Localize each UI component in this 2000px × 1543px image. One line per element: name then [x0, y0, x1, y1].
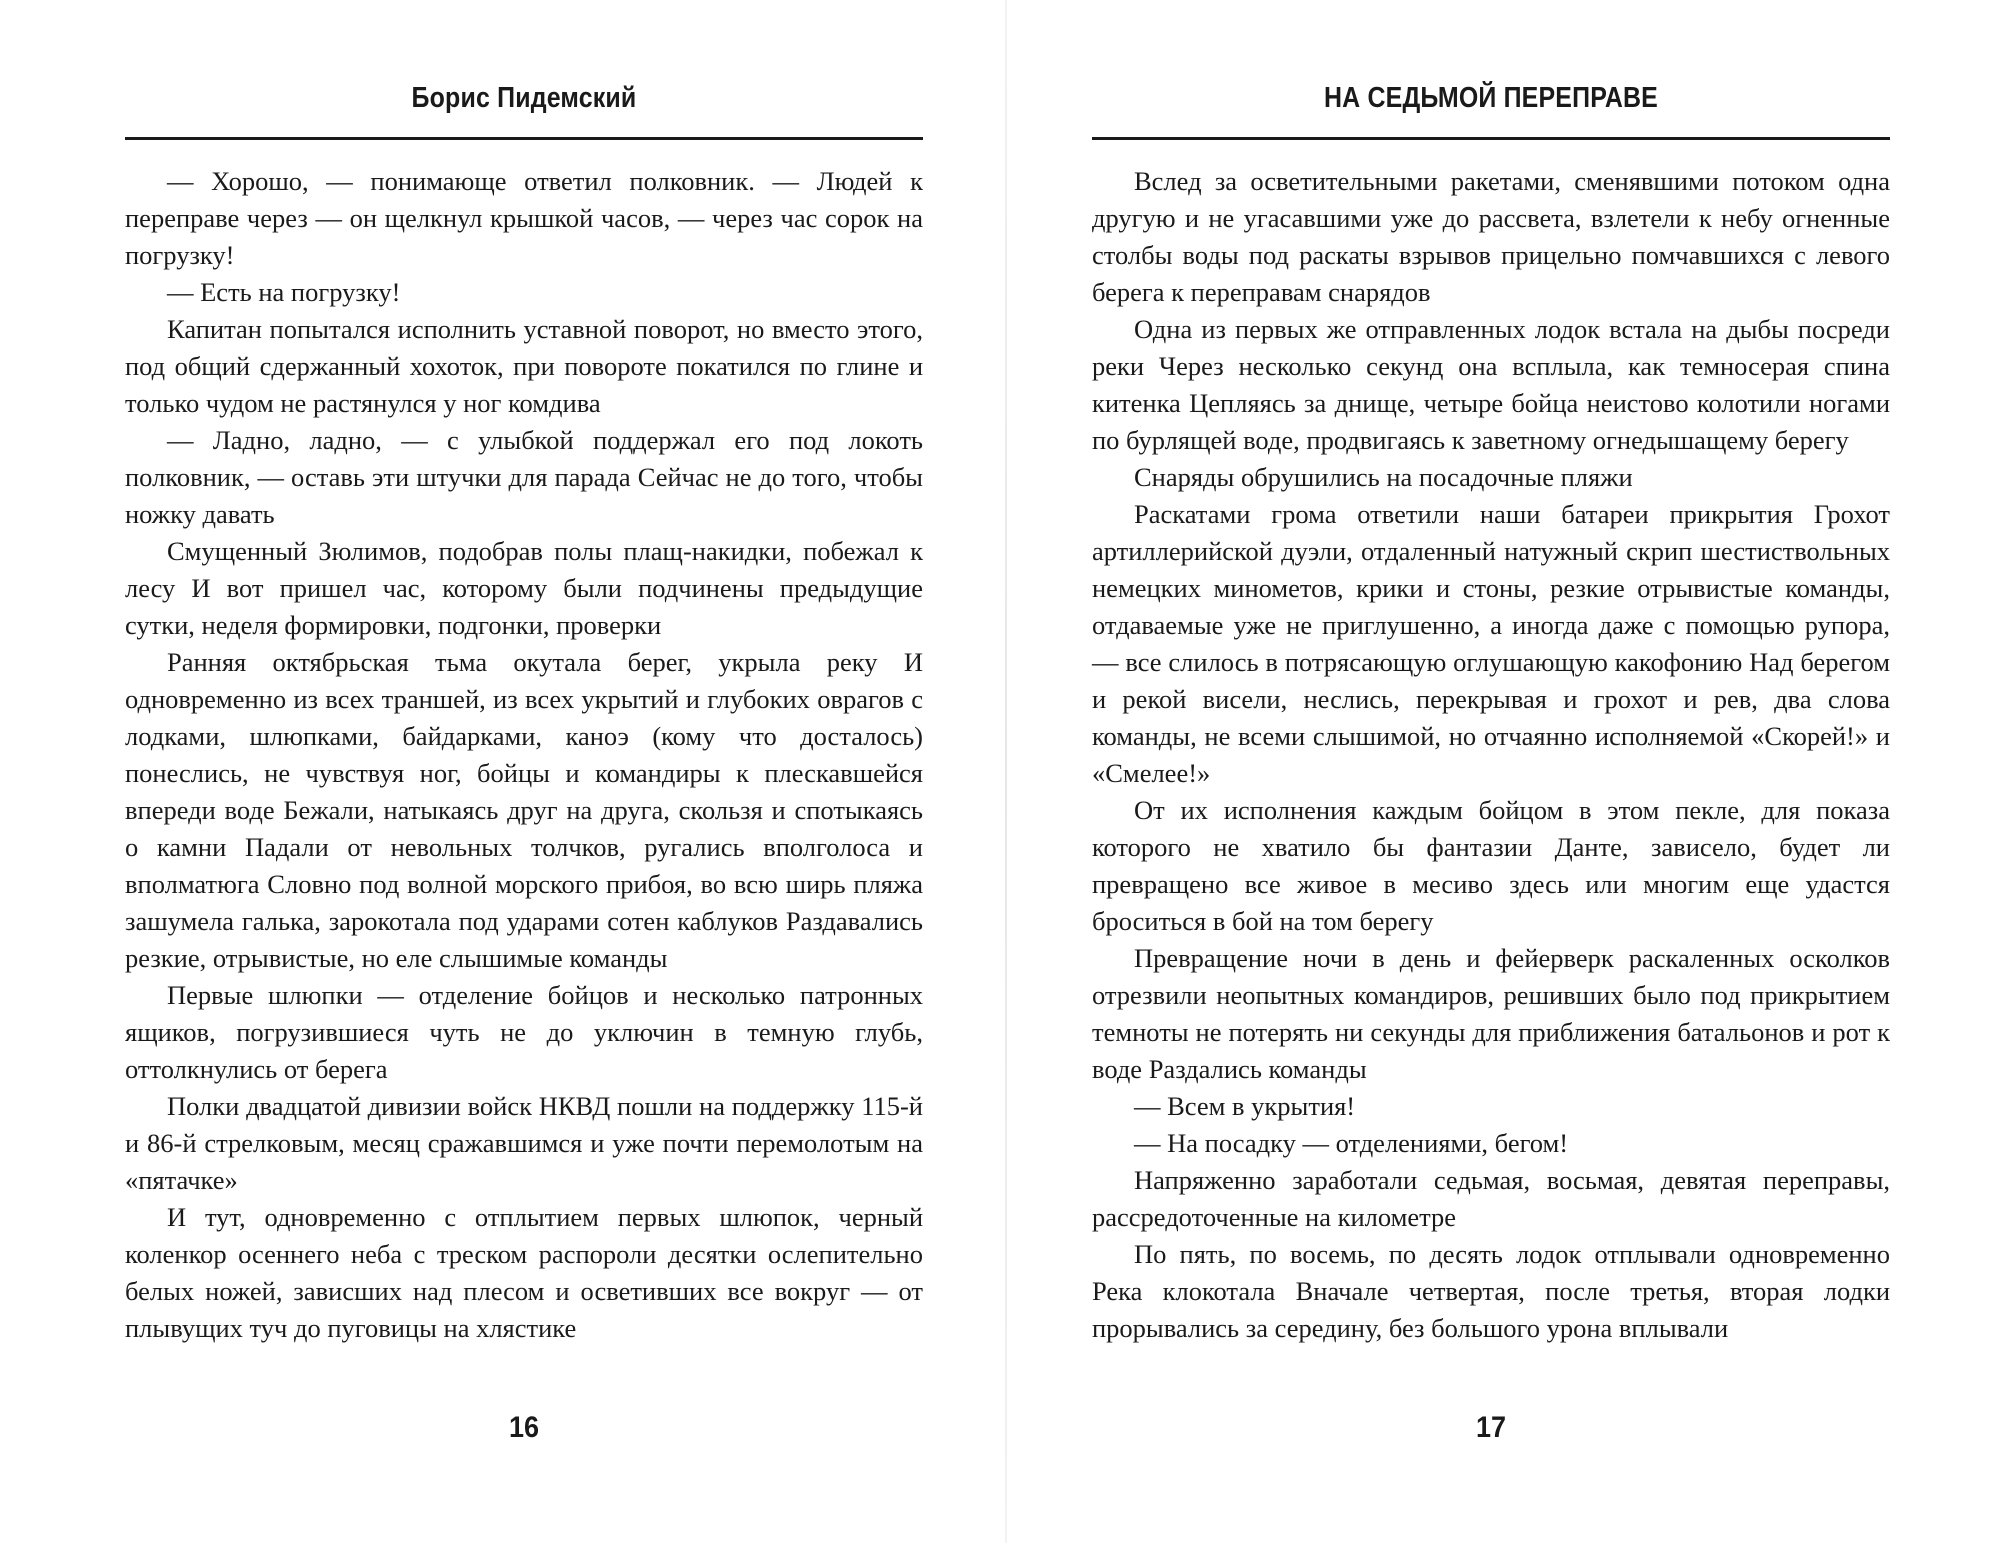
right-header-rule: [1092, 137, 1890, 140]
paragraph: Одна из первых же отправленных лодок встала на дыбы посреди реки Через несколько секунд она всплыла, как темносерая спина китенка Цепляясь за днище, четыре бойца неистово колотили ногами по бурлящей воде, продвигаясь к заветному огнедышащему берегу: [1092, 314, 1890, 455]
paragraph: Ранняя октябрьская тьма окутала берег, укрыла реку И одновременно из всех траншей, из всех укрытий и глубоких оврагов с лодками, шлюпками, байдарками, каноэ (кому что досталось) понеслись, не чувствуя ног, бойцы и командиры к плескавшейся впереди воде Бежали, натыкаясь друг на друга, скользя и спотыкаясь о камни Падали от невольных толчков, ругались вполголоса и вполматюга Словно под волной морского прибоя, во всю ширь пляжа зашумела галька, зарокотала под ударами сотен каблуков Раздавались резкие, отрывистые, но еле слышимые команды: [125, 647, 923, 973]
left-header-rule: [125, 137, 923, 140]
left-page-number: 16: [508, 1411, 540, 1444]
paragraph: Первые шлюпки — отделение бойцов и несколько патронных ящиков, погрузившиеся чуть не до уключин в темную глубь, оттолкнулись от берега: [125, 980, 923, 1084]
paragraph: — На посадку — отделениями, бегом!: [1134, 1128, 1569, 1158]
paragraph: Полки двадцатой дивизии войск НКВД пошли на поддержку 115-й и 86-й стрелковым, месяц сражавшимся и уже почти перемолотым на «пятачке»: [125, 1091, 923, 1195]
paragraph: Смущенный Зюлимов, подобрав полы плащ-накидки, побежал к лесу И вот пришел час, которому были подчинены предыдущие сутки, неделя формировки, подгонки, проверки: [125, 536, 923, 640]
right-running-head: НА СЕДЬМОЙ ПЕРЕПРАВЕ: [1323, 82, 1659, 114]
left-page-body: [125, 163, 923, 1347]
paragraph: — Есть на погрузку!: [167, 277, 401, 307]
left-running-head: Борис Пидемский: [411, 82, 637, 114]
right-page-body: [1092, 163, 1890, 1347]
right-page-number: 17: [1475, 1411, 1507, 1444]
paragraph: Капитан попытался исполнить уставной поворот, но вместо этого, под общий сдержанный хохоток, при повороте покатился по глине и только чудом не растянулся у ног комдива: [125, 314, 923, 418]
paragraph: — Ладно, ладно, — с улыбкой поддержал его под локоть полковник, — оставь эти штучки для парада Сейчас не до того, чтобы ножку давать: [125, 425, 923, 529]
paragraph: Раскатами грома ответили наши батареи прикрытия Грохот артиллерийской дуэли, отдаленный натужный скрип шестиствольных немецких минометов, крики и стоны, резкие отрывистые команды, отдаваемые уже не приглушенно, а иногда даже с помощью рупора, — все слилось в потрясающую оглушающую какофонию Над берегом и рекой висели, неслись, перекрывая и грохот и рев, два слова команды, не всеми слышимой, но отчаянно исполняемой «Скорей!» и «Смелее!»: [1092, 499, 1890, 788]
book-gutter: [1005, 0, 1007, 1543]
paragraph: Напряженно заработали седьмая, восьмая, девятая переправы, рассредоточенные на километре: [1092, 1165, 1890, 1232]
paragraph: — Всем в укрытия!: [1134, 1091, 1356, 1121]
paragraph: По пять, по восемь, по десять лодок отплывали одновременно Река клокотала Вначале четвертая, после третья, вторая лодки прорывались за середину, без большого урона вплывали: [1092, 1239, 1890, 1343]
paragraph: От их исполнения каждым бойцом в этом пекле, для показа которого не хватило бы фантазии Данте, зависело, будет ли превращено все живое в месиво здесь или многим еще удастся броситься в бой на том берегу: [1092, 795, 1890, 936]
paragraph: Снаряды обрушились на посадочные пляжи: [1134, 462, 1633, 492]
right-page: [1092, 0, 1890, 1543]
paragraph: Вслед за осветительными ракетами, сменявшими потоком одна другую и не угасавшими уже до рассвета, взлетели к небу огненные столбы воды под раскаты взрывов прицельно помчавшихся с левого берега к переправам снарядов: [1092, 166, 1890, 307]
paragraph: — Хорошо, — понимающе ответил полковник. — Людей к переправе через — он щелкнул крышкой часов, — через час сорок на погрузку!: [125, 166, 923, 270]
left-page: [125, 0, 923, 1543]
paragraph: И тут, одновременно с отплытием первых шлюпок, черный коленкор осеннего неба с треском распороли десятки ослепительно белых ножей, зависших над плесом и осветивших все вокруг — от плывущих туч до пуговицы на хлястике: [125, 1202, 923, 1343]
paragraph: Превращение ночи в день и фейерверк раскаленных осколков отрезвили неопытных командиров, решивших было под прикрытием темноты не потерять ни секунды для приближения батальонов и рот к воде Раздались команды: [1092, 943, 1890, 1084]
